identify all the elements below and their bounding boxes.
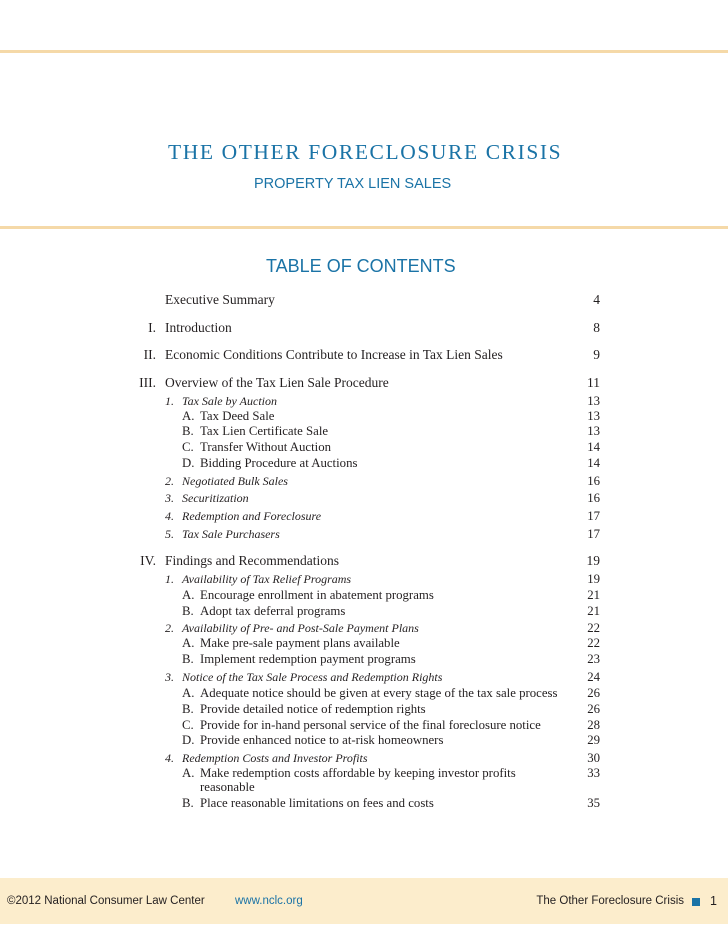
toc-number: 3. [165,670,174,684]
toc-label: Redemption and Foreclosure [182,509,322,523]
page-number: 1 [710,894,717,908]
toc-number: D. [182,456,195,470]
toc-page: 8 [593,320,600,335]
toc-label: Tax Lien Certificate Sale [200,424,329,438]
toc-page: 33 [587,766,600,780]
toc-page: 30 [587,751,600,765]
toc-page: 26 [587,702,600,716]
toc-number: B. [182,424,194,438]
toc-page: 16 [587,474,600,488]
toc-label: Adopt tax deferral programs [200,604,346,618]
toc-label: Transfer Without Auction [200,440,332,454]
toc-number: D. [182,733,195,747]
toc-label: Make pre-sale payment plans available [200,636,400,650]
toc-number: 1. [165,572,174,586]
toc-page: 13 [587,409,600,423]
toc-page: 21 [587,604,600,618]
toc-page: 19 [587,572,600,586]
toc-page: 11 [587,375,600,390]
toc-page: 23 [587,652,600,666]
toc-number: 4. [165,751,174,765]
footer-document-name: The Other Foreclosure Crisis [536,895,684,907]
top-divider [0,50,728,53]
toc-page: 28 [587,718,600,732]
toc-label: Tax Sale Purchasers [182,527,280,541]
document-subtitle: PROPERTY TAX LIEN SALES [254,176,452,192]
toc-number: 3. [165,491,174,505]
toc-label: Securitization [182,491,249,505]
toc-label: Make redemption costs affordable by keeping investor profits [200,766,516,780]
toc-label: Findings and Recommendations [165,553,339,568]
toc-label: Redemption Costs and Investor Profits [182,751,368,765]
toc-label: Tax Deed Sale [200,409,275,423]
page-footer [0,878,728,924]
toc-label: Introduction [165,320,232,335]
toc-label: Economic Conditions Contribute to Increase in Tax Lien Sales [165,347,503,362]
toc-page: 19 [586,553,600,568]
toc-number: IV. [140,553,156,568]
toc-label: Availability of Pre- and Post-Sale Payment Plans [182,621,419,635]
toc-label: Place reasonable limitations on fees and costs [200,796,434,810]
toc-label: Provide for in-hand personal service of the final foreclosure notice [200,718,541,732]
document-title: THE OTHER FORECLOSURE CRISIS [168,140,563,164]
toc-heading: TABLE OF CONTENTS [266,256,456,276]
toc-page: 35 [587,796,600,810]
toc-page: 13 [587,394,600,408]
toc-number: 2. [165,621,174,635]
toc-label: Adequate notice should be given at every stage of the tax sale process [200,686,558,700]
toc-page: 22 [587,636,600,650]
toc-number: A. [182,766,195,780]
toc-number: B. [182,652,194,666]
toc-label-continued: reasonable [200,780,255,794]
toc-number: A. [182,588,195,602]
toc-label: Provide enhanced notice to at-risk homeowners [200,733,444,747]
toc-number: C. [182,440,194,454]
footer-copyright: ©2012 National Consumer Law Center [7,895,205,907]
toc-number: I. [148,320,156,335]
toc-label: Executive Summary [165,292,275,307]
toc-label: Notice of the Tax Sale Process and Redemption Rights [182,670,443,684]
toc-number: C. [182,718,194,732]
toc-label: Availability of Tax Relief Programs [182,572,352,586]
toc-number: 1. [165,394,174,408]
toc-page: 24 [587,670,600,684]
middle-divider [0,226,728,229]
toc-number: III. [139,375,156,390]
toc-page: 4 [593,292,600,307]
footer-website-link[interactable]: www.nclc.org [235,895,303,907]
toc-number: II. [143,347,156,362]
toc-number: B. [182,702,194,716]
toc-label: Negotiated Bulk Sales [182,474,288,488]
toc-number: 2. [165,474,174,488]
toc-page: 13 [587,424,600,438]
square-bullet-icon [692,898,700,906]
toc-number: 5. [165,527,174,541]
toc-page: 17 [587,527,600,541]
toc-page: 22 [587,621,600,635]
toc-number: B. [182,796,194,810]
toc-number: A. [182,686,195,700]
toc-page: 9 [593,347,600,362]
toc-number: 4. [165,509,174,523]
toc-label: Bidding Procedure at Auctions [200,456,358,470]
toc-page: 16 [587,491,600,505]
toc-page: 26 [587,686,600,700]
toc-label: Overview of the Tax Lien Sale Procedure [165,375,389,390]
toc-page: 17 [587,509,600,523]
toc-page: 29 [587,733,600,747]
toc-page: 14 [587,440,600,454]
toc-label: Tax Sale by Auction [182,394,277,408]
toc-page: 14 [587,456,600,470]
toc-label: Encourage enrollment in abatement programs [200,588,434,602]
toc-label: Implement redemption payment programs [200,652,416,666]
toc-number: A. [182,409,195,423]
toc-number: A. [182,636,195,650]
toc-number: B. [182,604,194,618]
toc-label: Provide detailed notice of redemption rights [200,702,426,716]
toc-page: 21 [587,588,600,602]
